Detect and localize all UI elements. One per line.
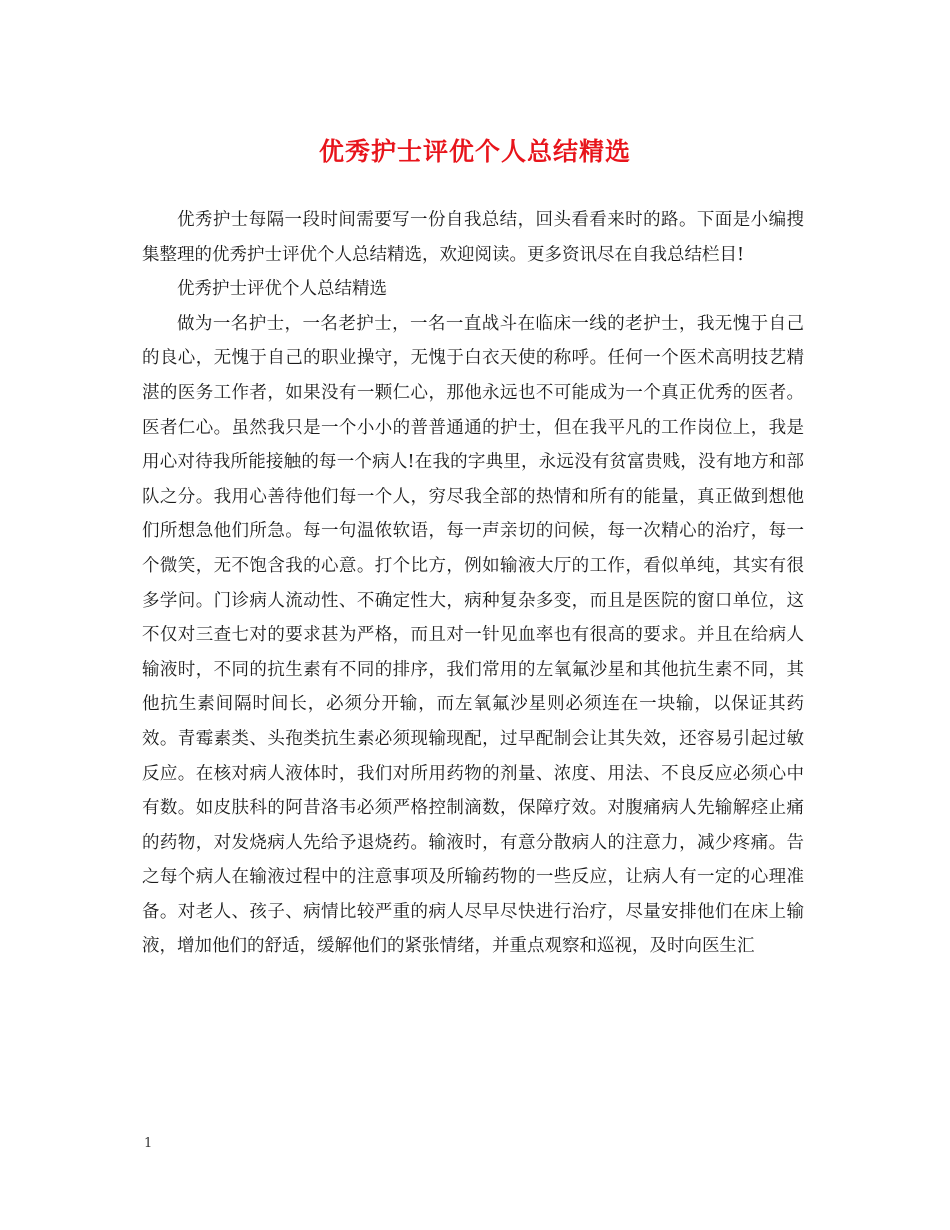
document-title: 优秀护士评优个人总结精选 [318,137,631,166]
section-heading: 优秀护士评优个人总结精选 [177,279,387,300]
document-body [142,203,804,964]
main-paragraph: 做为一名护士，一名老护士，一名一直战斗在临床一线的老护士，我无愧于自己的良心，无愧于自己的职业操守，无愧于白衣天使的称呼。任何一个医术高明技艺精湛的医务工作者，如果没有一颗仁心，那他永远也不可能成为一个真正优秀的医者。医者仁心。虽然我只是一个小小的普普通通的护士，但在我平凡的工作岗位上，我是用心对待我所能接触的每一个病人!在我的字典里，永远没有贫富贵贱，没有地方和部队之分。我用心善待他们每一个人，穷尽我全部的热情和所有的能量，真正做到想他们所想急他们所急。每一句温侬软语，每一声亲切的问候，每一次精心的治疗，每一个微笑，无不饱含我的心意。打个比方，例如输液大厅的工作，看似单纯，其实有很多学问。门诊病人流动性、不确定性大，病种复杂多变，而且是医院的窗口单位，这不仅对三查七对的要求甚为严格，而且对一针见血率也有很高的要求。并且在给病人输液时，不同的抗生素有不同的排序，我们常用的左氧氟沙星和其他抗生素不同，其他抗生素间隔时间长，必须分开输，而左氧氟沙星则必须连在一块输，以保证其药效。青霉素类、头孢类抗生素必须现输现配，过早配制会让其失效，还容易引起过敏反应。在核对病人液体时，我们对所用药物的剂量、浓度、用法、不良反应必须心中有数。如皮肤科的阿昔洛韦必须严格控制滴数，保障疗效。对腹痛病人先输解痉止痛的药物，对发烧病人先给予退烧药。输液时，有意分散病人的注意力，减少疼痛。告之每个病人在输液过程中的注意事项及所输药物的一些反应，让病人有一定的心理准备。对老人、孩子、病情比较严重的病人尽早尽快进行治疗，尽量安排他们在床上输液，增加他们的舒适，缓解他们的紧张情绪，并重点观察和巡视，及时向医生汇 [142,313,804,957]
page-number: 1 [144,1136,153,1151]
intro-paragraph: 优秀护士每隔一段时间需要写一份自我总结，回头看看来时的路。下面是小编搜集整理的优秀护士评优个人总结精选，欢迎阅读。更多资讯尽在自我总结栏目! [142,210,804,265]
